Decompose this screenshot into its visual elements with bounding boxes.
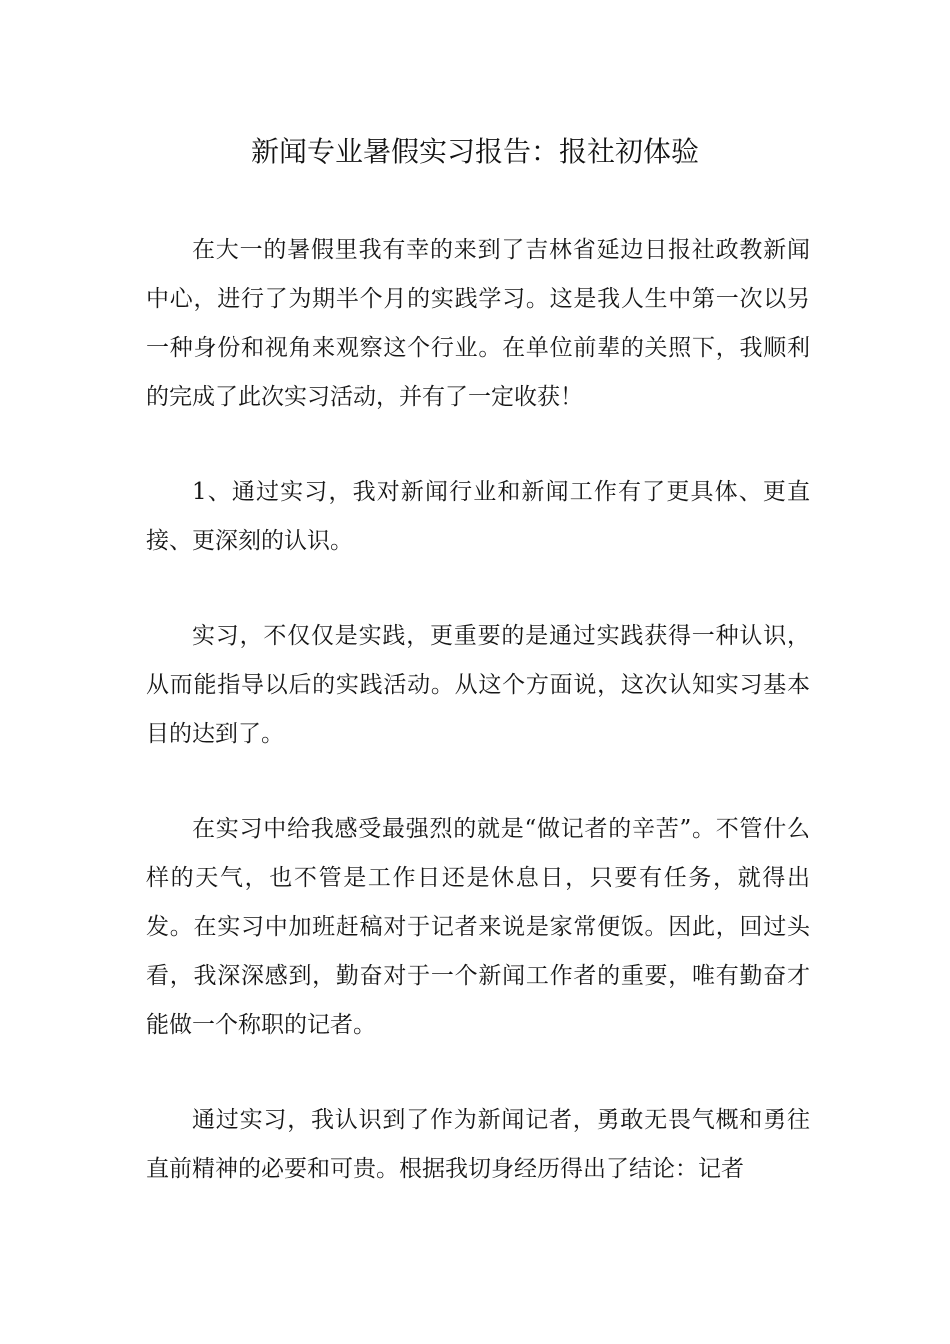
paragraph-courage: 通过实习，我认识到了作为新闻记者，勇敢无畏气概和勇往直前精神的必要和可贵。根据我切身经历得出了结论：记者 <box>146 1107 810 1182</box>
document-body <box>146 226 810 1240</box>
paragraph-intro: 在大一的暑假里我有幸的来到了吉林省延边日报社政教新闻中心，进行了为期半个月的实践学习。这是我人生中第一次以另一种身份和视角来观察这个行业。在单位前辈的关照下，我顺利的完成了此次实习活动，并有了一定收获！ <box>146 237 810 410</box>
paragraph-practice: 实习，不仅仅是实践，更重要的是通过实践获得一种认识，从而能指导以后的实践活动。从这个方面说，这次认知实习基本目的达到了。 <box>146 623 810 747</box>
paragraph-hardship: 在实习中给我感受最强烈的就是“做记者的辛苦”。不管什么样的天气，也不管是工作日还是休息日，只要有任务，就得出发。在实习中加班赶稿对于记者来说是家常便饭。因此，回过头看，我深深感到，勤奋对于一个新闻工作者的重要，唯有勤奋才能做一个称职的记者。 <box>146 816 810 1038</box>
paragraph-point-1: 1、通过实习，我对新闻行业和新闻工作有了更具体、更直接、更深刻的认识。 <box>146 479 810 554</box>
document-title: 新闻专业暑假实习报告：报社初体验 <box>250 135 699 168</box>
